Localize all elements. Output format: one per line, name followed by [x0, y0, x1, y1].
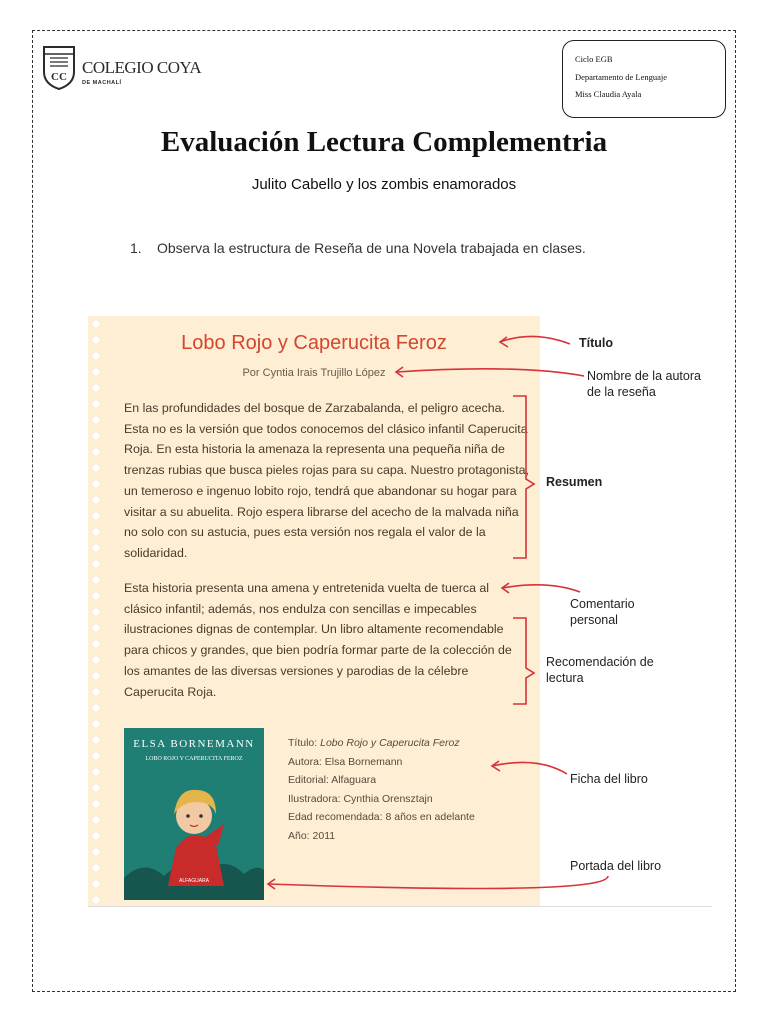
- review-title: Lobo Rojo y Caperucita Feroz: [181, 332, 447, 354]
- ficha-publisher: Editorial: Alfaguara: [288, 774, 377, 786]
- cover-title: LOBO ROJO Y CAPERUCITA FEROZ: [145, 756, 243, 762]
- label-comentario: Comentario personal: [570, 597, 635, 627]
- cover-publisher: ALFAGUARA: [178, 878, 209, 884]
- review-author: Por Cyntia Irais Trujillo López: [242, 367, 386, 379]
- page-title: Evaluación Lectura Complementria: [160, 126, 608, 158]
- review-structure-figure: [88, 316, 712, 910]
- ficha-author: Autora: Elsa Bornemann: [288, 755, 403, 768]
- question-1: [130, 240, 586, 256]
- logo-letters: CC: [51, 71, 67, 83]
- ficha-title: Título: Lobo Rojo y Caperucita Feroz: [288, 737, 460, 749]
- ficha-age: Edad recomendada: 8 años en adelante: [288, 811, 475, 823]
- label-recomendacion: Recomendación de lectura: [546, 655, 654, 685]
- course-info-box: [562, 40, 726, 118]
- label-ficha: Ficha del libro: [570, 772, 648, 786]
- label-nombre-autora: Nombre de la autora de la reseña: [587, 369, 701, 399]
- school-name: COLEGIO COYA: [82, 58, 202, 77]
- school-logo: [42, 44, 202, 94]
- info-teacher: Miss Claudia Ayala: [575, 89, 642, 99]
- info-department: Departamento de Lenguaje: [575, 71, 668, 82]
- cover-author: ELSA BORNEMANN: [133, 738, 255, 750]
- ficha-illustrator: Ilustradora: Cynthia Orensztajn: [288, 792, 433, 805]
- question-text: Observa la estructura de Reseña de una Novela trabajada en clases.: [157, 240, 586, 256]
- review-summary: En las profundidades del bosque de Zarzabalanda, el peligro acecha. Esta no es la versión que todos conocemos del clásico infantil Caperucita Roja. En esta historia la amenaza la representa una pequeña niña de trenzas rubias que busca pieles rojas para su capa. Nuestro protagonista, un temeroso e ingenuo lobito rojo, tendrá que abandonar su hogar para visitar a su abuelita. Rojo espera librarse del acecho de la malvada niña no solo con su astucia, pues esta versión nos regala el valor de la solidaridad.: [124, 401, 529, 560]
- question-number: 1.: [130, 240, 142, 256]
- shield-logo-icon: [42, 44, 76, 90]
- label-titulo: Título: [579, 336, 614, 350]
- review-comment: Esta historia presenta una amena y entretenida vuelta de tuerca al clásico infantil; además, nos endulza con sencillas e impecables ilustraciones dignas de contemplar. Un libro altamente recomendable para chicos y grandes, que bien podría formar parte de la colección de los amantes de las diversas versiones y parodias de la célebre Caperucita Roja.: [124, 581, 512, 699]
- label-resumen: Resumen: [546, 475, 603, 489]
- info-cycle: Ciclo EGB: [575, 54, 613, 64]
- page-subtitle: Julito Cabello y los zombis enamorados: [251, 176, 517, 193]
- label-portada: Portada del libro: [570, 859, 662, 873]
- ficha-year: Año: 2011: [288, 829, 336, 842]
- school-location: DE MACHALÍ: [82, 80, 122, 86]
